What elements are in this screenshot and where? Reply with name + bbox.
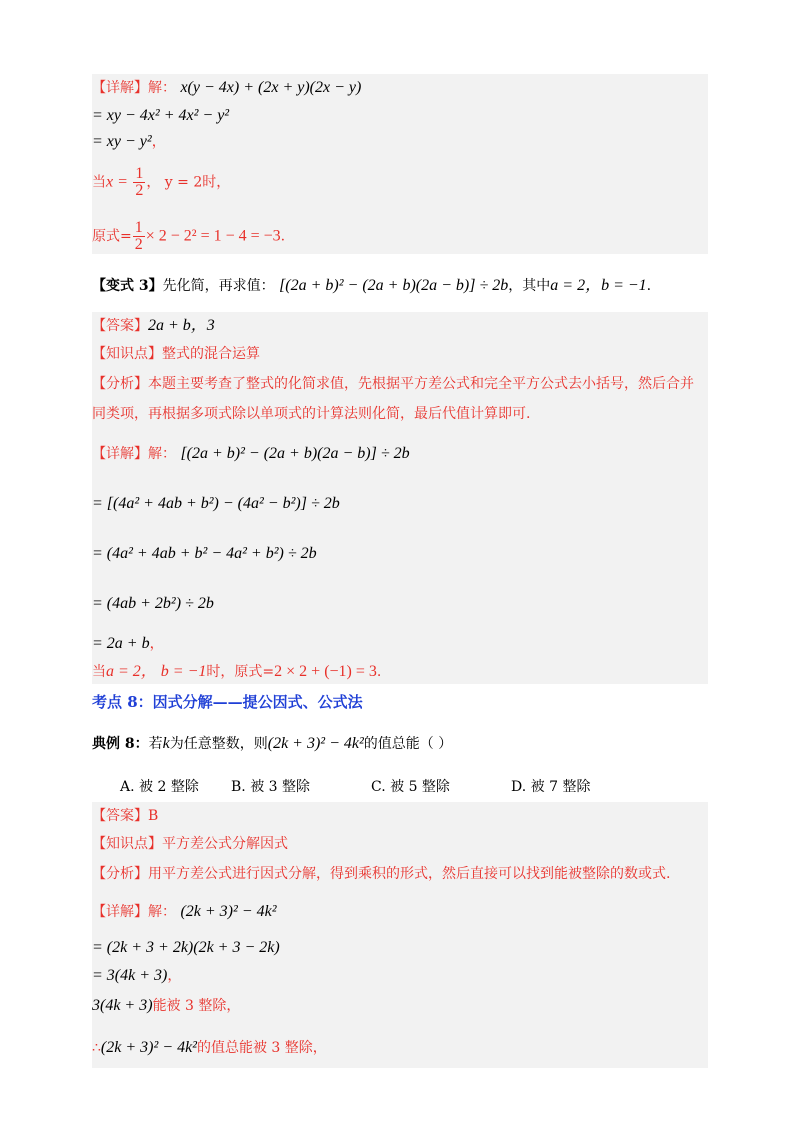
fraction-one-half: [133, 166, 145, 199]
final-value: 2 × 2 + (−1) = 3: [274, 663, 377, 680]
detail-line-0: [92, 78, 361, 98]
choice-c[interactable]: [371, 776, 450, 796]
variant-text: 先化简，再求值：: [162, 278, 275, 294]
question-text-2: 为任意整数，则: [169, 736, 268, 752]
fraction-denominator: 2: [135, 182, 144, 199]
knowledge-value: 平方差公式分解因式: [162, 836, 288, 852]
punctuation: .: [646, 278, 652, 294]
choice-text: 被 5 整除: [390, 779, 450, 795]
analysis-line: [92, 864, 670, 884]
math-step-1: = [(4a² + 4ab + b²) − (4a² − b²)] ÷ 2b: [92, 495, 340, 512]
condition-line: [92, 166, 230, 199]
knowledge-line: [92, 834, 288, 854]
choice-b[interactable]: [231, 776, 310, 796]
math-expression: = xy − y²: [92, 133, 152, 150]
analysis-line-1: [92, 374, 694, 394]
example-8-question: [92, 734, 452, 754]
detail-line-0: [92, 902, 277, 922]
final-mid: 时，原式=: [206, 664, 275, 680]
detail-line-0: [92, 444, 410, 464]
when-prefix: 当: [92, 174, 106, 191]
detail-prefix: 解：: [148, 446, 176, 462]
detail-prefix: 解：: [148, 80, 176, 96]
question-text-1: 若: [148, 736, 163, 752]
choice-key: B.: [231, 779, 246, 795]
answer-line: [92, 806, 158, 826]
knowledge-line: [92, 344, 260, 364]
variant-label: 【变式 3】: [92, 278, 163, 294]
math-expression: [(2a + b)² − (2a + b)(2a − b)] ÷ 2b: [180, 445, 410, 462]
result-expression: × 2 − 2² = 1 − 4 = −3: [145, 227, 281, 245]
question-text-3: 的值总能（ ）: [363, 736, 453, 752]
variant-3-question: [92, 276, 651, 296]
math-step-3: = (4ab + 2b²) ÷ 2b: [92, 595, 214, 612]
choice-key: D.: [511, 779, 527, 795]
fraction-denominator: 2: [134, 236, 143, 253]
variant-expression: [(2a + b)² − (2a + b)(2a − b)] ÷ 2b: [279, 277, 509, 294]
fraction-numerator: 1: [134, 219, 143, 236]
punctuation: ，: [151, 134, 166, 150]
analysis-label: 【分析】: [92, 866, 148, 882]
detail-prefix: 解：: [148, 904, 176, 920]
math-expression: (2k + 3)² − 4k²: [180, 903, 277, 920]
math-step-1: = xy − 4x² + 4x² − y²: [92, 107, 230, 124]
choice-text: 被 7 整除: [530, 779, 591, 795]
math-step-3: [92, 996, 240, 1016]
question-expression: (2k + 3)² − 4k²: [267, 735, 364, 752]
answer-label: 【答案】: [92, 808, 148, 824]
section-heading: 考点 8：因式分解——提公因式、公式法: [92, 693, 363, 711]
answer-line: [92, 316, 215, 336]
math-expression: = 3(4k + 3): [92, 967, 168, 984]
choice-text: 被 2 整除: [139, 779, 199, 795]
fraction-one-half: [133, 220, 145, 253]
fraction-numerator: 1: [135, 165, 144, 182]
analysis-text: 用平方差公式进行因式分解，得到乘积的形式，然后直接可以找到能被整除的数或式.: [148, 866, 671, 882]
y-condition: ， y = 2时，: [146, 174, 231, 191]
analysis-text: 本题主要考查了整式的化简求值，先根据平方差公式和完全平方公式去小括号，然后合并: [148, 376, 694, 392]
analysis-label: 【分析】: [92, 376, 148, 392]
math-expression: = 2a + b: [92, 635, 150, 652]
punctuation: .: [376, 664, 382, 680]
math-step-4: [92, 634, 164, 654]
final-prefix: 当: [92, 664, 106, 680]
therefore-icon: ∴: [92, 1040, 101, 1056]
math-step-1: = (2k + 3 + 2k)(2k + 3 − 2k): [92, 939, 280, 956]
choice-key: A.: [120, 779, 135, 795]
choice-text: 被 3 整除: [250, 779, 311, 795]
final-line: [92, 662, 381, 682]
punctuation: .: [280, 228, 286, 245]
condition-prefix: ，其中: [508, 278, 551, 294]
math-step-2: [92, 966, 181, 986]
example-label: 典例 8：: [92, 736, 149, 752]
detail-label: 【详解】: [92, 904, 148, 920]
math-step-2: = (4a² + 4ab + b² − 4a² + b²) ÷ 2b: [92, 545, 317, 562]
choice-d[interactable]: [511, 776, 590, 796]
math-expression: (2k + 3)² − 4k²: [100, 1039, 197, 1056]
detail-label: 【详解】: [92, 446, 148, 462]
answer-label: 【答案】: [92, 318, 148, 334]
conclusion-text: 的值总能被 3 整除，: [196, 1040, 327, 1056]
result-line: [92, 220, 285, 253]
choice-key: C.: [371, 779, 386, 795]
condition-values: a = 2，b = −1: [550, 277, 647, 294]
knowledge-label: 【知识点】: [92, 836, 162, 852]
punctuation: ，: [149, 636, 164, 652]
variable-k: k: [162, 735, 170, 752]
answer-value: B: [148, 808, 159, 824]
punctuation: ，: [167, 968, 182, 984]
math-expression: 3(4k + 3): [92, 997, 153, 1014]
final-condition: a = 2， b = −1: [106, 663, 207, 680]
answer-value: 2a + b，3: [148, 317, 215, 334]
knowledge-label: 【知识点】: [92, 346, 162, 362]
conclusion-line: [92, 1038, 327, 1058]
detail-label: 【详解】: [92, 80, 148, 96]
analysis-line-2: 同类项，再根据多项式除以单项式的计算法则化简，最后代值计算即可.: [92, 406, 531, 422]
math-step-2: [92, 132, 166, 152]
step-text: 能被 3 整除，: [152, 998, 241, 1014]
x-equals: x =: [106, 173, 128, 191]
result-prefix: 原式=: [92, 228, 132, 245]
choice-a[interactable]: [120, 776, 199, 796]
knowledge-value: 整式的混合运算: [162, 346, 260, 362]
math-expression: x(y − 4x) + (2x + y)(2x − y): [180, 79, 362, 96]
